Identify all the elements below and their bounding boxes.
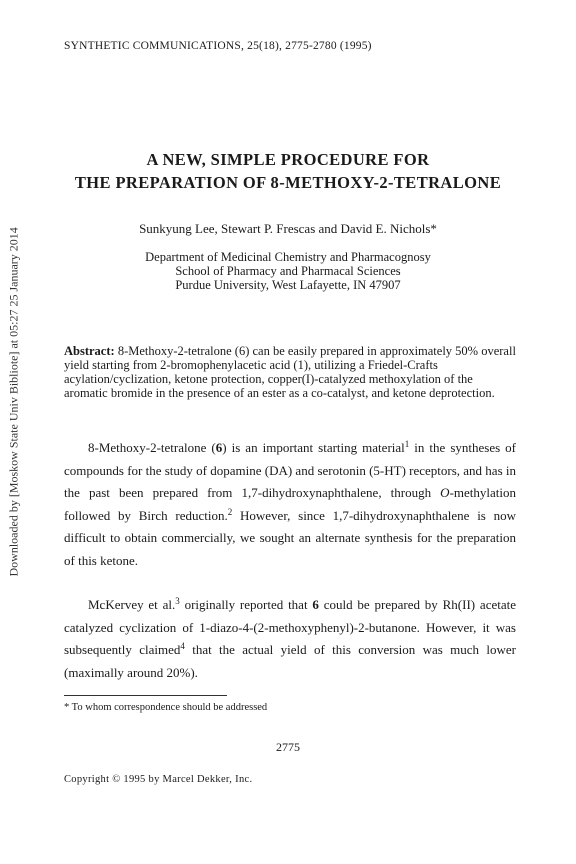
p2-text-d: could be prepared by Rh(II) acetate catalyzed cyclization of 1-diazo-4-(2-methoxyphenyl)-2-butanone. However, it was subsequently claimed <box>64 597 516 657</box>
citation-4: 4 <box>180 641 185 651</box>
p2-text-a: McKervey et al. <box>88 597 176 612</box>
citation-2: 2 <box>227 506 233 517</box>
author-list: Sunkyung Lee, Stewart P. Frescas and David E. Nichols* <box>139 221 437 236</box>
affiliation-university: Purdue University, West Lafayette, IN 47907 <box>175 278 401 292</box>
body-paragraph-1 <box>64 437 516 572</box>
abstract-label: Abstract: <box>64 344 115 358</box>
p1-text-g: However, since 1,7-dihydroxynaphthalene is now difficult to obtain commercially, we sought an alternate synthesis for the preparation of this ketone. <box>64 507 517 568</box>
affiliation-school: School of Pharmacy and Pharmacal Sciences <box>175 264 401 278</box>
body-paragraph-2 <box>64 594 516 684</box>
abstract-text: 8-Methoxy-2-tetralone (6) can be easily prepared in approximately 50% overall yield starting from 2-bromophenylacetic acid (1), utilizing a Friedel-Crafts acylation/cyclization, ketone protection, copper(I)-catalyzed methoxylation of the aromatic bromide in the presence of an ester as a co-catalyst, and ketone deprotection. <box>64 344 516 400</box>
article-title-line-2: THE PREPARATION OF 8-METHOXY-2-TETRALONE <box>74 173 502 192</box>
abstract <box>64 344 516 400</box>
journal-header: SYNTHETIC COMMUNICATIONS, 25(18), 2775-2780 (1995) <box>64 40 372 52</box>
correspondence-footnote: * To whom correspondence should be addressed <box>64 702 268 713</box>
p1-text-a: 8-Methoxy-2-tetralone ( <box>88 440 216 455</box>
p2-text-b: originally reported that <box>179 597 313 612</box>
compound-ref-6: 6 <box>215 440 223 455</box>
affiliation <box>0 250 576 292</box>
p1-text-d: in the syntheses of compounds for the study of dopamine (DA) and serotonin (5-HT) receptors, and has in the past been prepared from 1,7-dihydroxynaphthalene, through <box>64 440 516 500</box>
affiliation-department: Department of Medicinal Chemistry and Pharmacognosy <box>145 250 431 264</box>
article-title-line-1: A NEW, SIMPLE PROCEDURE FOR <box>146 150 430 169</box>
footnote-divider <box>64 695 227 696</box>
p1-text-f: -methylation followed by Birch reduction. <box>64 485 516 523</box>
compound-ref-6b: 6 <box>312 597 319 612</box>
p2-text-e: that the actual yield of this conversion was much lower (maximally around 20%). <box>64 642 516 680</box>
citation-3: 3 <box>175 596 180 606</box>
download-watermark: Downloaded by [Moskow State Univ Bibliote] at 05:27 25 January 2014 <box>6 227 21 577</box>
p1-italic-o: O <box>440 485 450 500</box>
page-number: 2775 <box>276 740 300 754</box>
p1-text-c: ) is an important starting material <box>222 440 405 455</box>
citation-1: 1 <box>404 439 410 449</box>
copyright-notice: Copyright © 1995 by Marcel Dekker, Inc. <box>64 774 253 785</box>
